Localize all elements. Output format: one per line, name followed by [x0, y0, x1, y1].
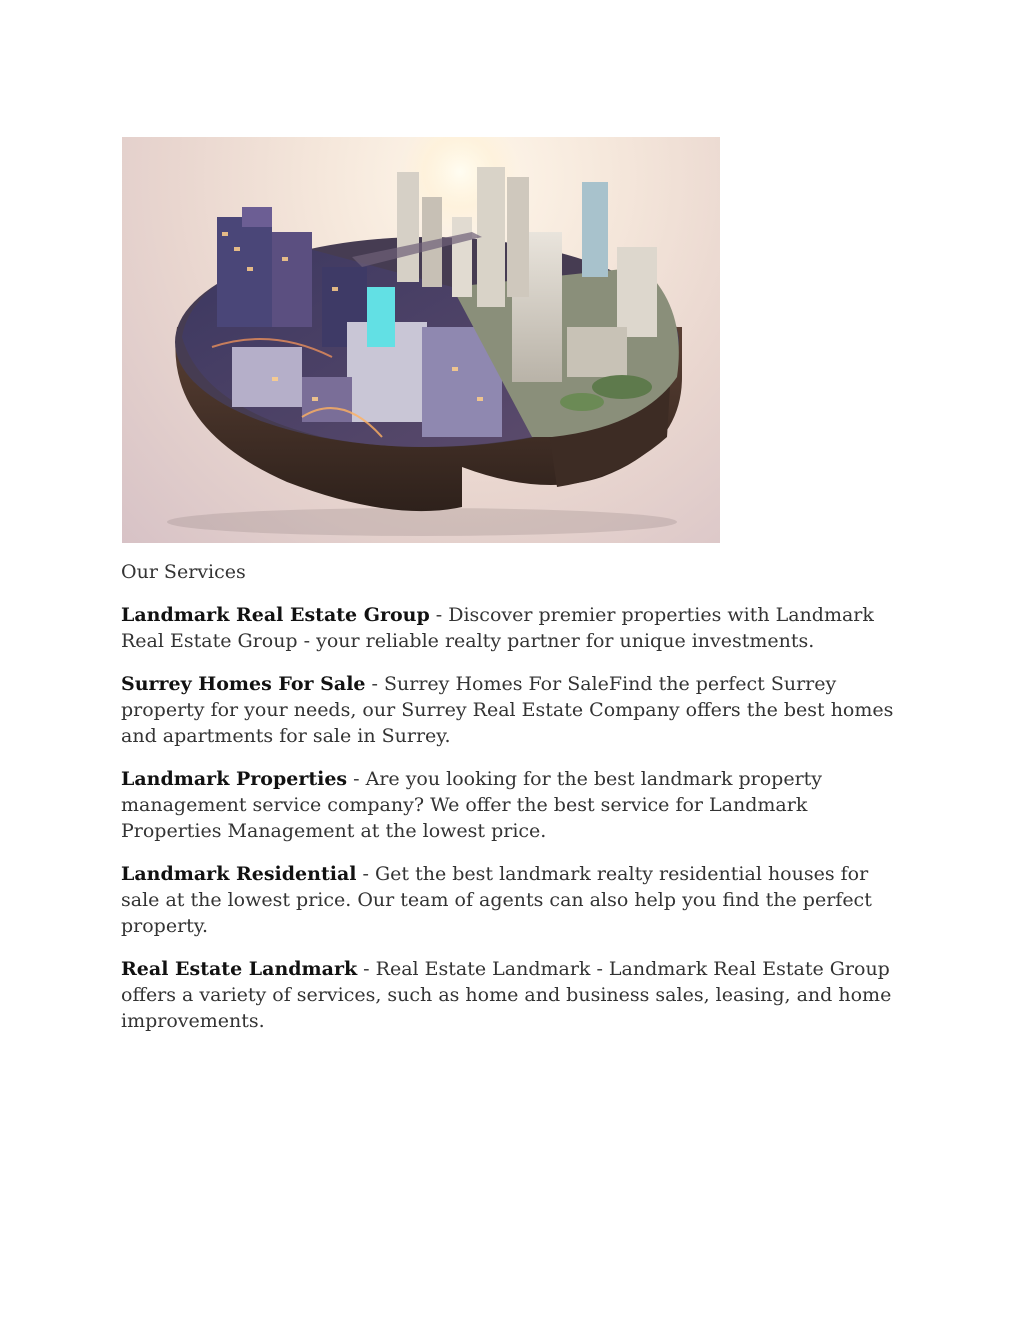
service-item: [121, 602, 911, 654]
service-item: [121, 956, 911, 1034]
service-item: [121, 861, 911, 939]
service-separator: -: [347, 768, 366, 790]
service-description: Real Estate Landmark - Landmark Real Estate Group offers a variety of services, such as home and business sales, leasing, and home improvements.: [121, 958, 892, 1032]
service-separator: -: [429, 604, 449, 626]
service-item: [121, 671, 911, 749]
service-link[interactable]: Landmark Properties: [121, 768, 348, 790]
service-link[interactable]: Landmark Real Estate Group: [121, 604, 430, 626]
city-disc-illustration: [122, 137, 720, 543]
service-description: Surrey Homes For SaleFind the perfect Surrey property for your needs, our Surrey Real Estate Company offers the best homes and apartments for sale in Surrey.: [121, 673, 894, 747]
section-title: Our Services: [121, 561, 246, 583]
service-link[interactable]: Surrey Homes For Sale: [121, 673, 366, 695]
service-item: [121, 766, 911, 844]
service-separator: -: [357, 958, 376, 980]
service-link[interactable]: Real Estate Landmark: [121, 958, 358, 980]
service-description: Discover premier properties with Landmark Real Estate Group - your reliable realty partner for unique investments.: [121, 604, 874, 652]
services-content: [121, 559, 911, 1051]
service-separator: -: [365, 673, 385, 695]
service-description: Get the best landmark realty residential houses for sale at the lowest price. Our team of agents can also help you find the perfect property.: [121, 863, 872, 937]
service-separator: -: [356, 863, 375, 885]
service-description: Are you looking for the best landmark property management service company? We offer the best service for Landmark Properties Management at the lowest price.: [121, 768, 823, 842]
service-link[interactable]: Landmark Residential: [121, 863, 357, 885]
hero-city-image: [122, 137, 720, 543]
